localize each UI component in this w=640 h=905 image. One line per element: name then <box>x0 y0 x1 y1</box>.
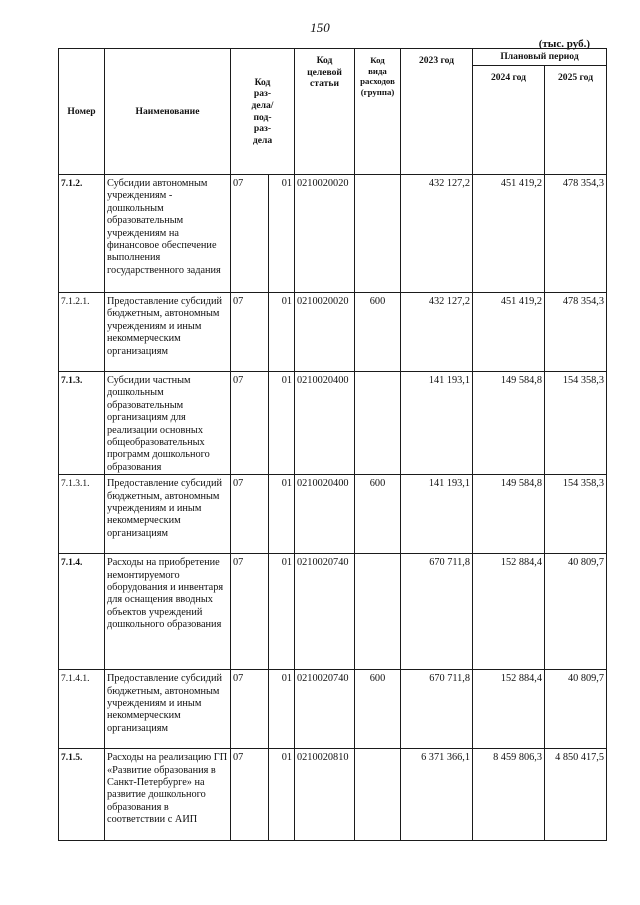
row-2024: 451 419,2 <box>473 293 545 372</box>
table-row <box>59 293 607 372</box>
row-section: 07 <box>231 175 269 293</box>
header-number: Номер <box>59 49 105 175</box>
row-name: Предоставление субсидий бюджетным, автономным учреждениям и иным некоммерческим организациям <box>105 475 231 554</box>
row-2025: 4 850 417,5 <box>545 749 607 841</box>
page-number: 150 <box>310 20 330 35</box>
table-row <box>59 670 607 749</box>
row-number: 7.1.3. <box>59 372 105 475</box>
row-name: Предоставление субсидий бюджетным, автономным учреждениям и иным некоммерческим организациям <box>105 670 231 749</box>
row-section: 07 <box>231 372 269 475</box>
row-2024: 149 584,8 <box>473 475 545 554</box>
row-section: 07 <box>231 475 269 554</box>
row-expense-type <box>355 554 401 670</box>
table-row <box>59 749 607 841</box>
row-2024: 152 884,4 <box>473 670 545 749</box>
row-target: 0210020020 <box>295 293 355 372</box>
row-2025: 40 809,7 <box>545 554 607 670</box>
row-expense-type: 600 <box>355 670 401 749</box>
row-2023: 670 711,8 <box>401 554 473 670</box>
units-label: (тыс. руб.) <box>538 38 590 50</box>
row-subsection: 01 <box>269 293 295 372</box>
header-2024: 2024 год <box>473 66 545 175</box>
row-name: Субсидии автономным учреждениям - дошкольным образовательным учреждениям на финансовое обеспечение выполнения государственного задания <box>105 175 231 293</box>
row-2023: 141 193,1 <box>401 372 473 475</box>
row-subsection: 01 <box>269 554 295 670</box>
row-2025: 154 358,3 <box>545 372 607 475</box>
row-name: Расходы на реализацию ГП «Развитие образования в Санкт-Петербурге» на развитие дошкольного образования в соответствии с АИП <box>105 749 231 841</box>
row-expense-type <box>355 749 401 841</box>
budget-table <box>58 48 607 841</box>
row-target: 0210020400 <box>295 475 355 554</box>
row-2025: 40 809,7 <box>545 670 607 749</box>
row-2024: 8 459 806,3 <box>473 749 545 841</box>
row-expense-type <box>355 175 401 293</box>
row-subsection: 01 <box>269 475 295 554</box>
header-2023: 2023 год <box>401 49 473 175</box>
row-target: 0210020020 <box>295 175 355 293</box>
row-subsection: 01 <box>269 670 295 749</box>
row-subsection: 01 <box>269 749 295 841</box>
row-2023: 670 711,8 <box>401 670 473 749</box>
row-name: Субсидии частным дошкольным образовательным организациям для реализации основных общеобразовательных программ дошкольного образования <box>105 372 231 475</box>
row-2025: 478 354,3 <box>545 293 607 372</box>
row-section: 07 <box>231 670 269 749</box>
row-2025: 478 354,3 <box>545 175 607 293</box>
row-target: 0210020400 <box>295 372 355 475</box>
table-row <box>59 475 607 554</box>
row-2023: 6 371 366,1 <box>401 749 473 841</box>
row-number: 7.1.5. <box>59 749 105 841</box>
table-row <box>59 554 607 670</box>
header-section: Код раз- дела/ под- раз- дела <box>231 49 295 175</box>
header-target: Код целевой статьи <box>295 49 355 175</box>
row-2023: 141 193,1 <box>401 475 473 554</box>
row-2024: 451 419,2 <box>473 175 545 293</box>
row-name: Расходы на приобретение немонтируемого оборудования и инвентаря для оснащения вводных объектов учреждений дошкольного образования <box>105 554 231 670</box>
row-expense-type <box>355 372 401 475</box>
row-number: 7.1.2.1. <box>59 293 105 372</box>
row-number: 7.1.3.1. <box>59 475 105 554</box>
row-section: 07 <box>231 293 269 372</box>
row-number: 7.1.4.1. <box>59 670 105 749</box>
row-subsection: 01 <box>269 175 295 293</box>
header-2025: 2025 год <box>545 66 607 175</box>
row-target: 0210020810 <box>295 749 355 841</box>
row-number: 7.1.4. <box>59 554 105 670</box>
header-planned-period: Плановый период <box>473 49 607 66</box>
table-row <box>59 175 607 293</box>
row-subsection: 01 <box>269 372 295 475</box>
row-section: 07 <box>231 749 269 841</box>
row-2025: 154 358,3 <box>545 475 607 554</box>
header-expense-type: Код вида расходов (группа) <box>355 49 401 175</box>
row-name: Предоставление субсидий бюджетным, автономным учреждениям и иным некоммерческим организациям <box>105 293 231 372</box>
row-target: 0210020740 <box>295 554 355 670</box>
row-expense-type: 600 <box>355 475 401 554</box>
row-2024: 152 884,4 <box>473 554 545 670</box>
row-expense-type: 600 <box>355 293 401 372</box>
row-2023: 432 127,2 <box>401 175 473 293</box>
table-row <box>59 372 607 475</box>
row-target: 0210020740 <box>295 670 355 749</box>
row-section: 07 <box>231 554 269 670</box>
row-2024: 149 584,8 <box>473 372 545 475</box>
row-2023: 432 127,2 <box>401 293 473 372</box>
header-name: Наименование <box>105 49 231 175</box>
row-number: 7.1.2. <box>59 175 105 293</box>
